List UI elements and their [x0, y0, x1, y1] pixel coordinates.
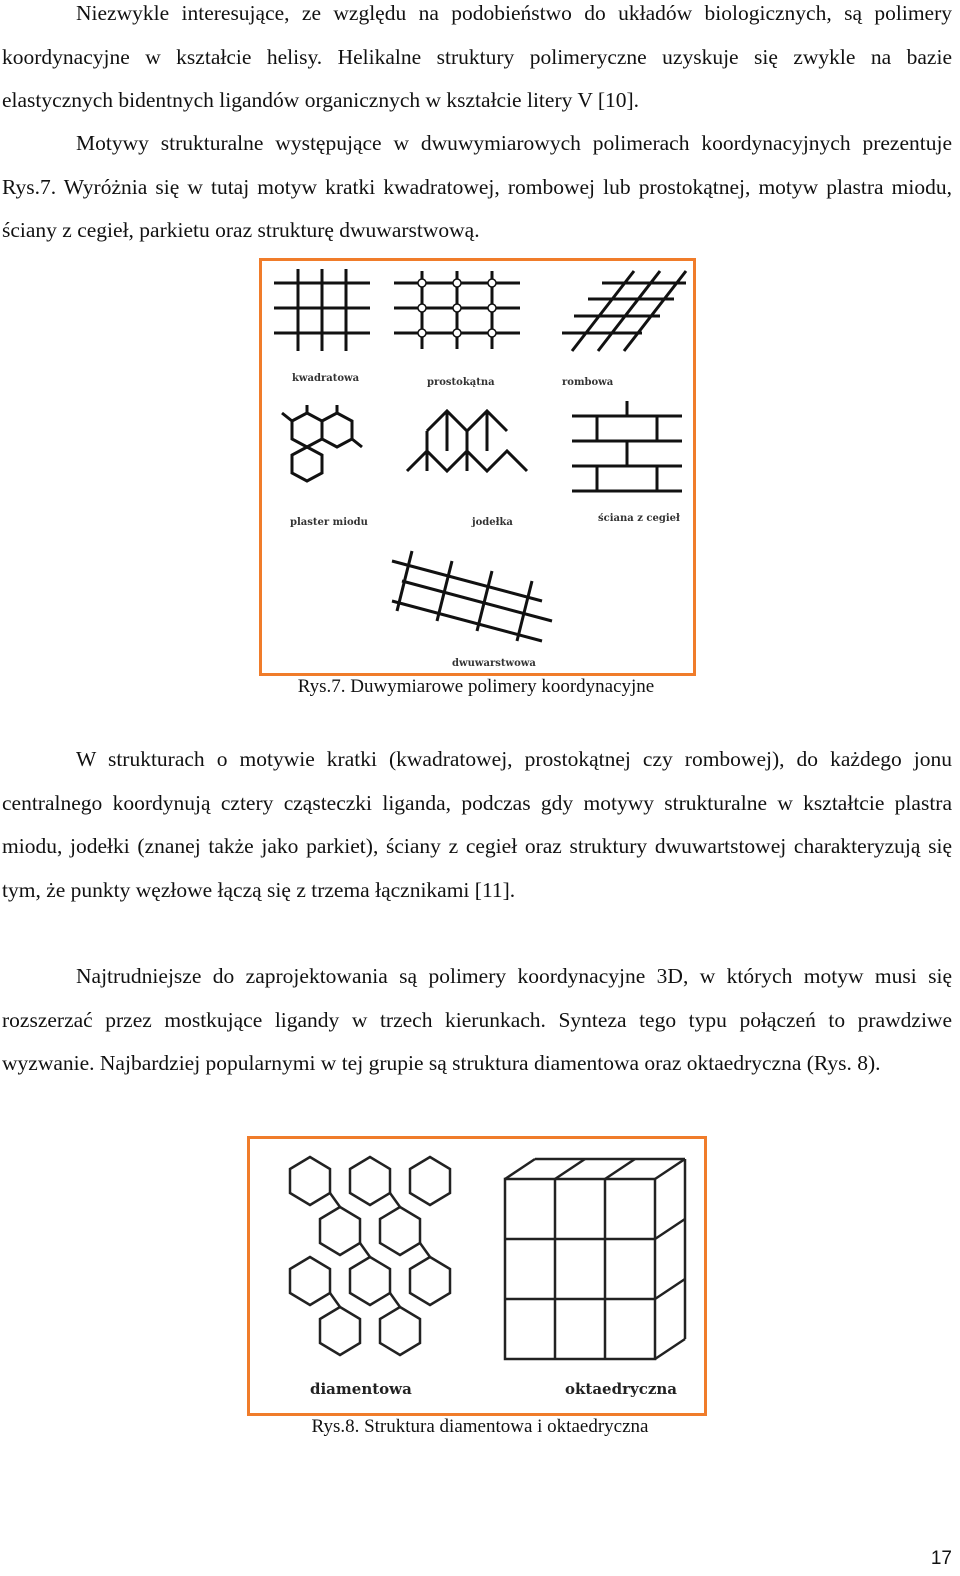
label-oktaedryczna: oktaedryczna — [565, 1380, 677, 1398]
paragraph-3d: Najtrudniejsze do zaprojektowania są polimery koordynacyjne 3D, w których motyw musi się rozszerzać przez mostkujące ligandy w trzech kierunkach. Synteza tego typu połączeń to prawdziwe wyzwanie. Najbardziej popularnymi w tej grupie są struktura diamentowa oraz oktaedryczna (Rys. 8). — [2, 964, 952, 1075]
page-number: 17 — [930, 1548, 952, 1569]
label-kwadratowa: kwadratowa — [292, 373, 360, 384]
label-dwuwarstwowa: dwuwarstwowa — [452, 658, 536, 669]
herringbone-motif — [407, 411, 527, 471]
paragraph-motywy: Motywy strukturalne występujące w dwuwymiarowych polimerach koordynacyjnych prezentuje Rys.7. Wyróżnia się w tutaj motyw kratki kwadratowej, rombowej lub prostokątnej, motyw plastra miodu, ściany z cegieł, parkietu oraz strukturę dwuwarstwową. — [2, 131, 952, 242]
label-rombowa: rombowa — [562, 377, 614, 388]
honeycomb-motif — [282, 405, 362, 481]
rhombic-grid-motif — [562, 271, 686, 351]
label-prostokatna: prostokątna — [427, 377, 495, 388]
label-plaster-miodu: plaster miodu — [290, 517, 368, 528]
diamond-structure — [290, 1157, 450, 1355]
figure-8 — [247, 1136, 707, 1416]
figure-8-drawing — [250, 1139, 704, 1413]
label-sciana-z-cegiel: ściana z cegieł — [598, 513, 680, 524]
square-grid-motif — [274, 269, 370, 351]
figure-7-caption: Rys.7. Duwymiarowe polimery koordynacyjne — [297, 676, 655, 697]
figure-7 — [259, 258, 696, 676]
label-jodelka: jodełka — [472, 517, 513, 528]
figure-7-drawing — [262, 261, 693, 673]
figure-8-caption: Rys.8. Struktura diamentowa i oktaedryczna — [311, 1416, 649, 1437]
paragraph-struktury: W strukturach o motywie kratki (kwadratowej, prostokątnej czy rombowej), do każdego jonu centralnego koordynują cztery cząsteczki liganda, podczas gdy motywy strukturalne w kształtcie plastra miodu, jodełki (znanej także jako parkiet), ściany z cegieł oraz struktury dwuwartstowej charakteryzują się tym, że punkty węzłowe łączą się z trzema łącznikami [11]. — [2, 747, 952, 902]
label-diamentowa: diamentowa — [310, 1380, 412, 1398]
bilayer-motif — [392, 551, 552, 641]
paragraph-helisy: Niezwykle interesujące, ze względu na podobieństwo do układów biologicznych, są polimery koordynacyjne w kształcie helisy. Helikalne struktury polimeryczne uzyskuje się zwykle na bazie elastycznych bidentnych ligandów organicznych w kształcie litery V [10]. — [2, 1, 952, 112]
brick-wall-motif — [572, 401, 682, 491]
octahedral-structure — [505, 1159, 685, 1359]
